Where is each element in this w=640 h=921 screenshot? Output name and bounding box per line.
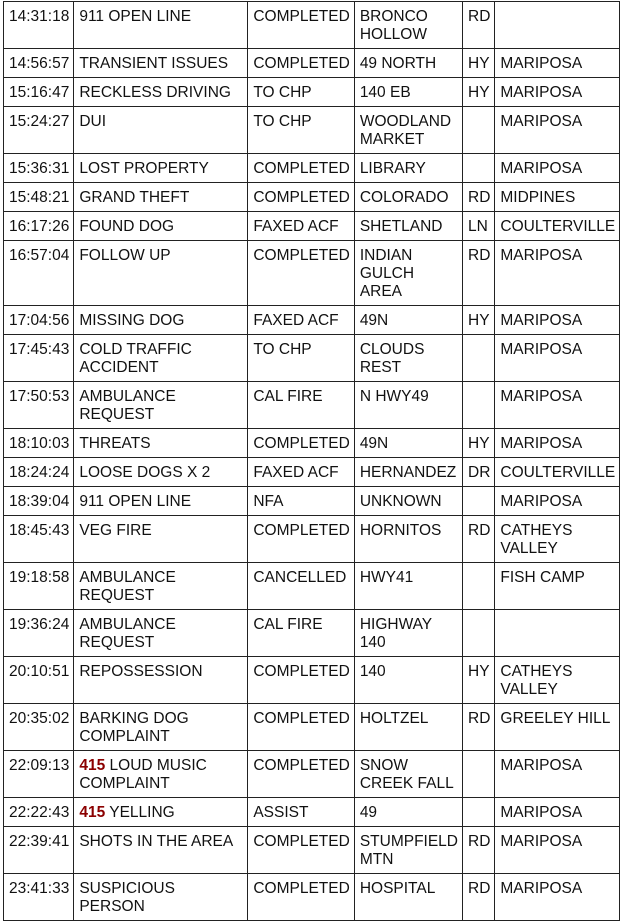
street-suffix-cell: RD <box>463 183 495 212</box>
disposition-cell: NFA <box>248 487 354 516</box>
street-suffix-cell: RD <box>463 241 495 306</box>
call-type-cell: SUSPICIOUS PERSON <box>74 874 248 921</box>
time-cell: 19:36:24 <box>4 610 74 657</box>
time-cell: 16:57:04 <box>4 241 74 306</box>
disposition-cell: COMPLETED <box>248 2 354 49</box>
city-cell: MARIPOSA <box>495 154 620 183</box>
table-row <box>4 154 620 183</box>
time-cell: 22:22:43 <box>4 798 74 827</box>
table-row <box>4 335 620 382</box>
location-cell: CLOUDS REST <box>354 335 462 382</box>
table-row <box>4 610 620 657</box>
street-suffix-cell <box>463 107 495 154</box>
disposition-cell: COMPLETED <box>248 154 354 183</box>
location-cell: STUMPFIELD MTN <box>354 827 462 874</box>
location-cell: 49N <box>354 429 462 458</box>
location-cell: UNKNOWN <box>354 487 462 516</box>
table-row <box>4 429 620 458</box>
location-cell: 140 EB <box>354 78 462 107</box>
street-suffix-cell: LN <box>463 212 495 241</box>
disposition-cell: FAXED ACF <box>248 458 354 487</box>
street-suffix-cell: RD <box>463 516 495 563</box>
time-cell: 16:17:26 <box>4 212 74 241</box>
time-cell: 20:10:51 <box>4 657 74 704</box>
disposition-cell: COMPLETED <box>248 657 354 704</box>
street-suffix-cell <box>463 154 495 183</box>
street-suffix-cell: HY <box>463 306 495 335</box>
call-type-cell: THREATS <box>74 429 248 458</box>
call-type-cell: AMBULANCE REQUEST <box>74 563 248 610</box>
disposition-cell: CAL FIRE <box>248 382 354 429</box>
time-cell: 14:31:18 <box>4 2 74 49</box>
call-log-body <box>4 2 620 921</box>
street-suffix-cell: HY <box>463 78 495 107</box>
location-cell: COLORADO <box>354 183 462 212</box>
call-type-cell <box>74 751 248 798</box>
city-cell: MARIPOSA <box>495 241 620 306</box>
time-cell: 22:09:13 <box>4 751 74 798</box>
time-cell: 15:24:27 <box>4 107 74 154</box>
city-cell: FISH CAMP <box>495 563 620 610</box>
table-row <box>4 827 620 874</box>
table-row <box>4 78 620 107</box>
disposition-cell: COMPLETED <box>248 704 354 751</box>
time-cell: 17:50:53 <box>4 382 74 429</box>
call-type-text: LOUD MUSIC COMPLAINT <box>79 757 207 792</box>
call-type-cell <box>74 798 248 827</box>
street-suffix-cell <box>463 382 495 429</box>
disposition-cell: COMPLETED <box>248 429 354 458</box>
location-cell: SNOW CREEK FALL <box>354 751 462 798</box>
call-type-cell: LOOSE DOGS X 2 <box>74 458 248 487</box>
disposition-cell: COMPLETED <box>248 183 354 212</box>
table-row <box>4 516 620 563</box>
city-cell: MIDPINES <box>495 183 620 212</box>
location-cell: 49N <box>354 306 462 335</box>
city-cell: MARIPOSA <box>495 78 620 107</box>
street-suffix-cell: RD <box>463 704 495 751</box>
table-row <box>4 704 620 751</box>
time-cell: 17:04:56 <box>4 306 74 335</box>
city-cell: MARIPOSA <box>495 429 620 458</box>
city-cell <box>495 2 620 49</box>
city-cell: MARIPOSA <box>495 798 620 827</box>
disposition-cell: COMPLETED <box>248 49 354 78</box>
city-cell: MARIPOSA <box>495 827 620 874</box>
call-type-cell: AMBULANCE REQUEST <box>74 382 248 429</box>
call-type-cell: COLD TRAFFIC ACCIDENT <box>74 335 248 382</box>
time-cell: 23:41:33 <box>4 874 74 921</box>
table-row <box>4 306 620 335</box>
location-cell: SHETLAND <box>354 212 462 241</box>
call-type-cell: BARKING DOG COMPLAINT <box>74 704 248 751</box>
street-suffix-cell: HY <box>463 49 495 78</box>
table-row <box>4 107 620 154</box>
table-row <box>4 241 620 306</box>
time-cell: 19:18:58 <box>4 563 74 610</box>
table-row <box>4 183 620 212</box>
disposition-cell: ASSIST <box>248 798 354 827</box>
location-cell: HOSPITAL <box>354 874 462 921</box>
table-row <box>4 487 620 516</box>
call-type-cell: REPOSSESSION <box>74 657 248 704</box>
call-type-cell: LOST PROPERTY <box>74 154 248 183</box>
street-suffix-cell: HY <box>463 429 495 458</box>
call-type-cell: FOUND DOG <box>74 212 248 241</box>
city-cell: COULTERVILLE <box>495 458 620 487</box>
call-type-cell: VEG FIRE <box>74 516 248 563</box>
city-cell: CATHEYS VALLEY <box>495 516 620 563</box>
disposition-cell: FAXED ACF <box>248 306 354 335</box>
table-row <box>4 657 620 704</box>
time-cell: 15:16:47 <box>4 78 74 107</box>
table-row <box>4 49 620 78</box>
city-cell: MARIPOSA <box>495 49 620 78</box>
street-suffix-cell <box>463 751 495 798</box>
city-cell: MARIPOSA <box>495 487 620 516</box>
city-cell: GREELEY HILL <box>495 704 620 751</box>
disposition-cell: COMPLETED <box>248 241 354 306</box>
call-type-cell: GRAND THEFT <box>74 183 248 212</box>
disposition-cell: COMPLETED <box>248 874 354 921</box>
time-cell: 18:45:43 <box>4 516 74 563</box>
city-cell: MARIPOSA <box>495 751 620 798</box>
street-suffix-cell: HY <box>463 657 495 704</box>
call-type-cell: TRANSIENT ISSUES <box>74 49 248 78</box>
city-cell: MARIPOSA <box>495 382 620 429</box>
street-suffix-cell <box>463 798 495 827</box>
call-type-cell: DUI <box>74 107 248 154</box>
location-cell: HOLTZEL <box>354 704 462 751</box>
call-type-text: YELLING <box>105 804 175 821</box>
disposition-cell: COMPLETED <box>248 751 354 798</box>
time-cell: 20:35:02 <box>4 704 74 751</box>
city-cell: MARIPOSA <box>495 306 620 335</box>
disposition-cell: TO CHP <box>248 78 354 107</box>
time-cell: 22:39:41 <box>4 827 74 874</box>
city-cell <box>495 610 620 657</box>
city-cell: MARIPOSA <box>495 874 620 921</box>
location-cell: INDIAN GULCH AREA <box>354 241 462 306</box>
call-code: 415 <box>79 757 106 774</box>
street-suffix-cell: DR <box>463 458 495 487</box>
table-row <box>4 382 620 429</box>
call-type-cell: FOLLOW UP <box>74 241 248 306</box>
location-cell: 140 <box>354 657 462 704</box>
disposition-cell: FAXED ACF <box>248 212 354 241</box>
city-cell: MARIPOSA <box>495 335 620 382</box>
street-suffix-cell <box>463 487 495 516</box>
time-cell: 18:39:04 <box>4 487 74 516</box>
city-cell: COULTERVILLE <box>495 212 620 241</box>
call-type-cell: SHOTS IN THE AREA <box>74 827 248 874</box>
call-type-cell: 911 OPEN LINE <box>74 2 248 49</box>
time-cell: 15:48:21 <box>4 183 74 212</box>
location-cell: N HWY49 <box>354 382 462 429</box>
table-row <box>4 874 620 921</box>
time-cell: 18:10:03 <box>4 429 74 458</box>
call-type-cell: 911 OPEN LINE <box>74 487 248 516</box>
street-suffix-cell: RD <box>463 2 495 49</box>
disposition-cell: CAL FIRE <box>248 610 354 657</box>
location-cell: HERNANDEZ <box>354 458 462 487</box>
disposition-cell: COMPLETED <box>248 827 354 874</box>
location-cell: WOODLAND MARKET <box>354 107 462 154</box>
disposition-cell: TO CHP <box>248 335 354 382</box>
table-row <box>4 798 620 827</box>
location-cell: HORNITOS <box>354 516 462 563</box>
location-cell: BRONCO HOLLOW <box>354 2 462 49</box>
disposition-cell: CANCELLED <box>248 563 354 610</box>
table-row <box>4 563 620 610</box>
call-code: 415 <box>79 804 106 821</box>
time-cell: 14:56:57 <box>4 49 74 78</box>
time-cell: 17:45:43 <box>4 335 74 382</box>
time-cell: 18:24:24 <box>4 458 74 487</box>
location-cell: HIGHWAY 140 <box>354 610 462 657</box>
city-cell: MARIPOSA <box>495 107 620 154</box>
disposition-cell: COMPLETED <box>248 516 354 563</box>
call-type-cell: RECKLESS DRIVING <box>74 78 248 107</box>
street-suffix-cell: RD <box>463 874 495 921</box>
time-cell: 15:36:31 <box>4 154 74 183</box>
disposition-cell: TO CHP <box>248 107 354 154</box>
street-suffix-cell <box>463 335 495 382</box>
city-cell: CATHEYS VALLEY <box>495 657 620 704</box>
street-suffix-cell: RD <box>463 827 495 874</box>
street-suffix-cell <box>463 563 495 610</box>
table-row <box>4 458 620 487</box>
table-row <box>4 2 620 49</box>
call-type-cell: AMBULANCE REQUEST <box>74 610 248 657</box>
location-cell: 49 <box>354 798 462 827</box>
location-cell: LIBRARY <box>354 154 462 183</box>
table-row <box>4 751 620 798</box>
location-cell: HWY41 <box>354 563 462 610</box>
call-log-table <box>3 1 620 921</box>
location-cell: 49 NORTH <box>354 49 462 78</box>
call-type-cell: MISSING DOG <box>74 306 248 335</box>
table-row <box>4 212 620 241</box>
street-suffix-cell <box>463 610 495 657</box>
